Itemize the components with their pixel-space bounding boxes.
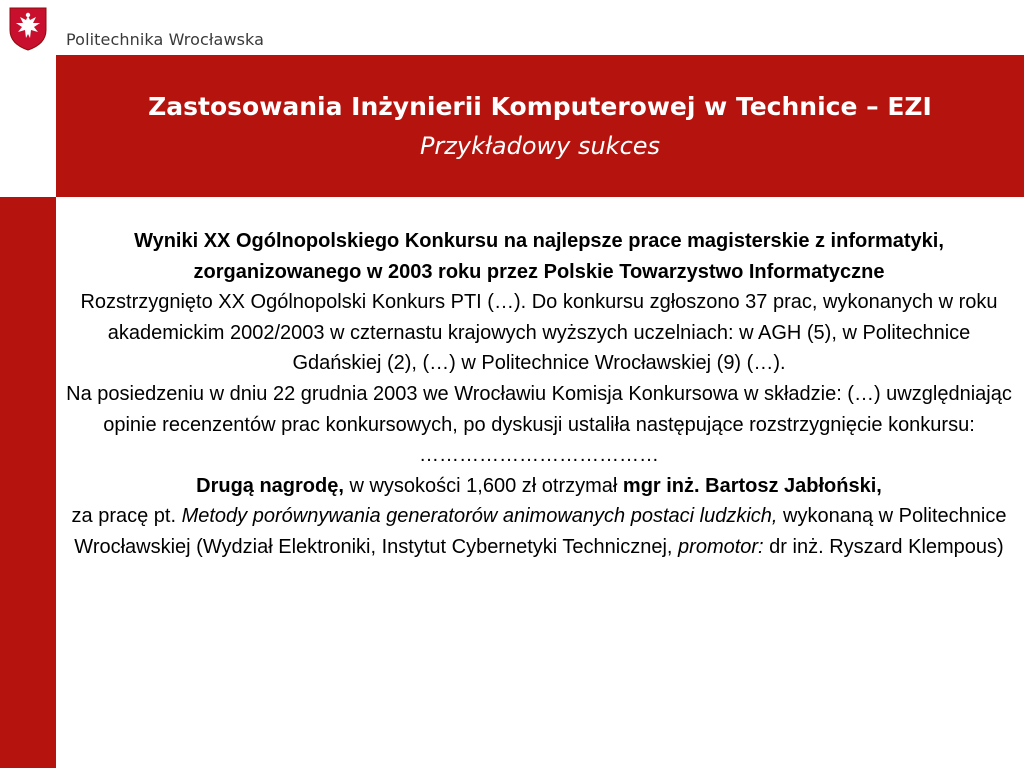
university-logo [0,0,56,56]
page-subtitle: Przykładowy sukces [419,132,661,160]
work-line [64,501,1014,562]
award-line [64,471,1014,502]
slide-content [64,226,1014,563]
content-ellipsis: ……………………………… [419,444,659,467]
promotor-name: dr inż. Ryszard Klempous) [763,535,1004,558]
eagle-crest-icon [6,4,50,52]
content-paragraph-2: Na posiedzeniu w dniu 22 grudnia 2003 we Wrocławiu Komisja Konkursowa w składzie: (…) uwzględniając opinie recenzentów prac konkursowych, po dyskusji ustaliła następujące rozstrzygnięcie konkursu: [66,382,1012,436]
promotor-label: promotor: [678,535,764,558]
content-heading: Wyniki XX Ogólnopolskiego Konkursu na najlepsze prace magisterskie z informatyki, zorganizowanego w 2003 roku przez Polskie Towarzystwo Informatyczne [134,230,944,283]
university-name: Politechnika Wrocławska [66,30,265,49]
work-prefix: za pracę pt. [71,505,182,528]
title-band [56,55,1024,197]
award-label: Drugą nagrodę, [196,474,344,497]
award-text: w wysokości 1,600 zł otrzymał [343,474,623,497]
winner-name: mgr inż. Bartosz Jabłoński, [622,474,882,497]
left-accent-bar [0,197,56,768]
work-title: Metody porównywania generatorów animowanych postaci ludzkich, [181,505,778,528]
content-paragraph-1: Rozstrzygnięto XX Ogólnopolski Konkurs PTI (…). Do konkursu zgłoszono 37 prac, wykonanych w roku akademickim 2002/2003 w czternastu krajowych wyższych uczelniach: w AGH (5), w Politechnice Gdańskiej (2), (…) w Politechnice Wrocławskiej (9) (…). [80,291,998,375]
work-suffix: wykonaną w Politechnice Wrocławskiej (Wydział Elektroniki, Instytut Cybernetyki Technicznej, [74,505,1007,558]
page-title: Zastosowania Inżynierii Komputerowej w Technice – EZI [148,92,932,121]
